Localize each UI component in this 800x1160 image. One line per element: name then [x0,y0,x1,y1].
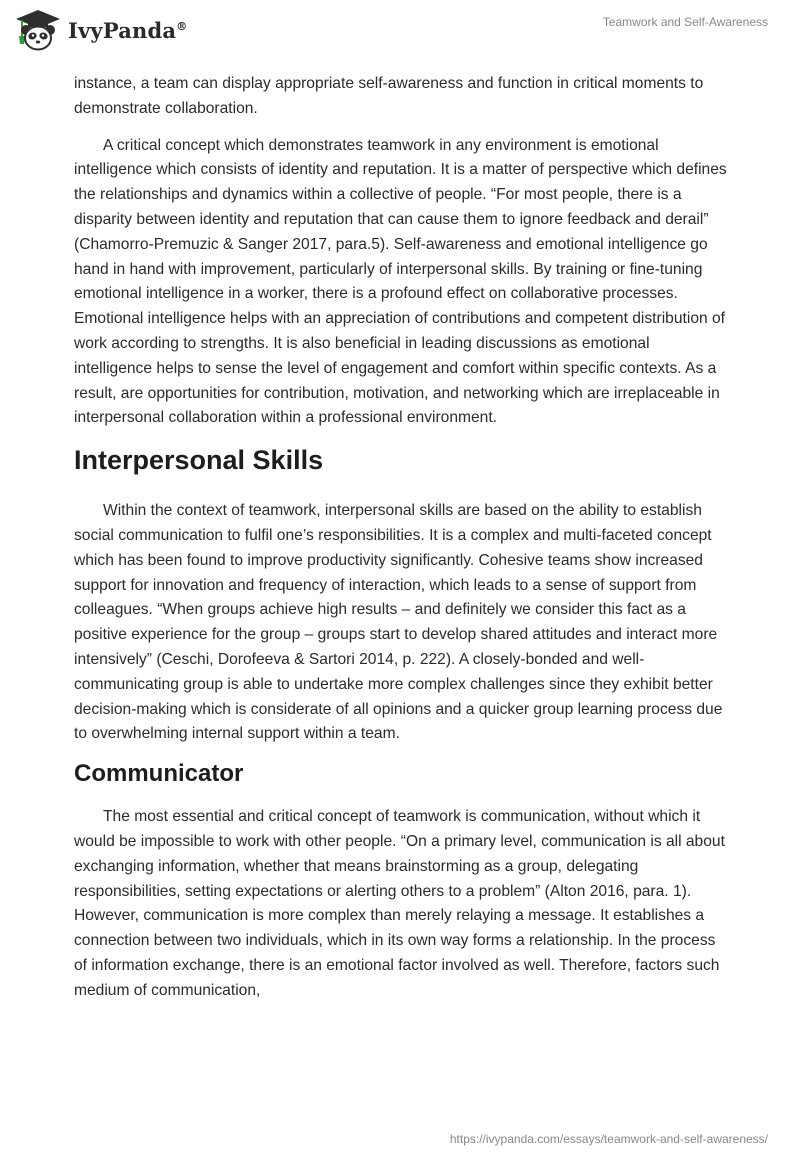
brand-name: IvyPanda® [68,17,188,43]
panda-graduate-icon [14,8,62,52]
paragraph: A critical concept which demonstrates teamwork in any environment is emotional intelligence which consists of identity and reputation. It is a matter of perspective which defines the relationships and dynamics within a collective of people. “For most people, there is a disparity between identity and reputation that can cause them to ignore feedback and derail” (Chamorro-Premuzic & Sanger 2017, para.5). Self-awareness and emotional intelligence go hand in hand with improvement, particularly of interpersonal skills. By training or fine-tuning emotional intelligence in a worker, there is a profound effect on collaborative processes. Emotional intelligence helps with an appreciation of contributions and competent distribution of work according to strengths. It is also beneficial in leading discussions as emotional intelligence helps to sense the level of engagement and comfort within specific contexts. As a result, are opportunities for contribution, motivation, and networking which are irreplaceable in interpersonal collaboration within a professional environment. [74,136,727,427]
ivypanda-logo[interactable] [14,8,187,52]
paragraph: The most essential and critical concept of teamwork is communication, without which it would be impossible to work with other people. “On a primary level, communication is all about exchanging information, whether that means brainstorming as a group, delegating responsibilities, setting expectations or alerting others to a problem” (Alton 2016, para. 1). However, communication is more complex than merely relaying a message. It establishes a connection between two individuals, which in its own way forms a relationship. In the process of information exchange, there is an emotional factor involved as well. Therefore, factors such medium of communication, [74,808,725,999]
page-header [0,0,800,72]
source-url[interactable]: https://ivypanda.com/essays/teamwork-and-self-awareness/ [449,1132,768,1146]
paragraph: Within the context of teamwork, interpersonal skills are based on the ability to establish social communication to fulfil one’s responsibilities. It is a complex and multi-faceted concept which has been found to improve productivity significantly. Cohesive teams show increased support for innovation and frequency of interaction, which leads to a sense of support from colleagues. “When groups achieve high results – and definitely we consider this fact as a positive experience for the group – groups start to develop shared attitudes and interact more intensively” (Ceschi, Dorofeeva & Sartori 2014, p. 222). A closely-bonded and well-communicating group is able to undertake more complex challenges since they exhibit better decision-making which is considerate of all opinions and a quicker group learning process due to overwhelming internal support within a team. [74,502,723,743]
essay-body [74,72,730,1016]
running-title: Teamwork and Self-Awareness [602,15,768,29]
section-heading-interpersonal-skills: Interpersonal Skills [74,445,324,476]
section-heading-communicator: Communicator [74,760,244,788]
paragraph: instance, a team can display appropriate self-awareness and function in critical moments to demonstrate collaboration. [74,75,704,117]
